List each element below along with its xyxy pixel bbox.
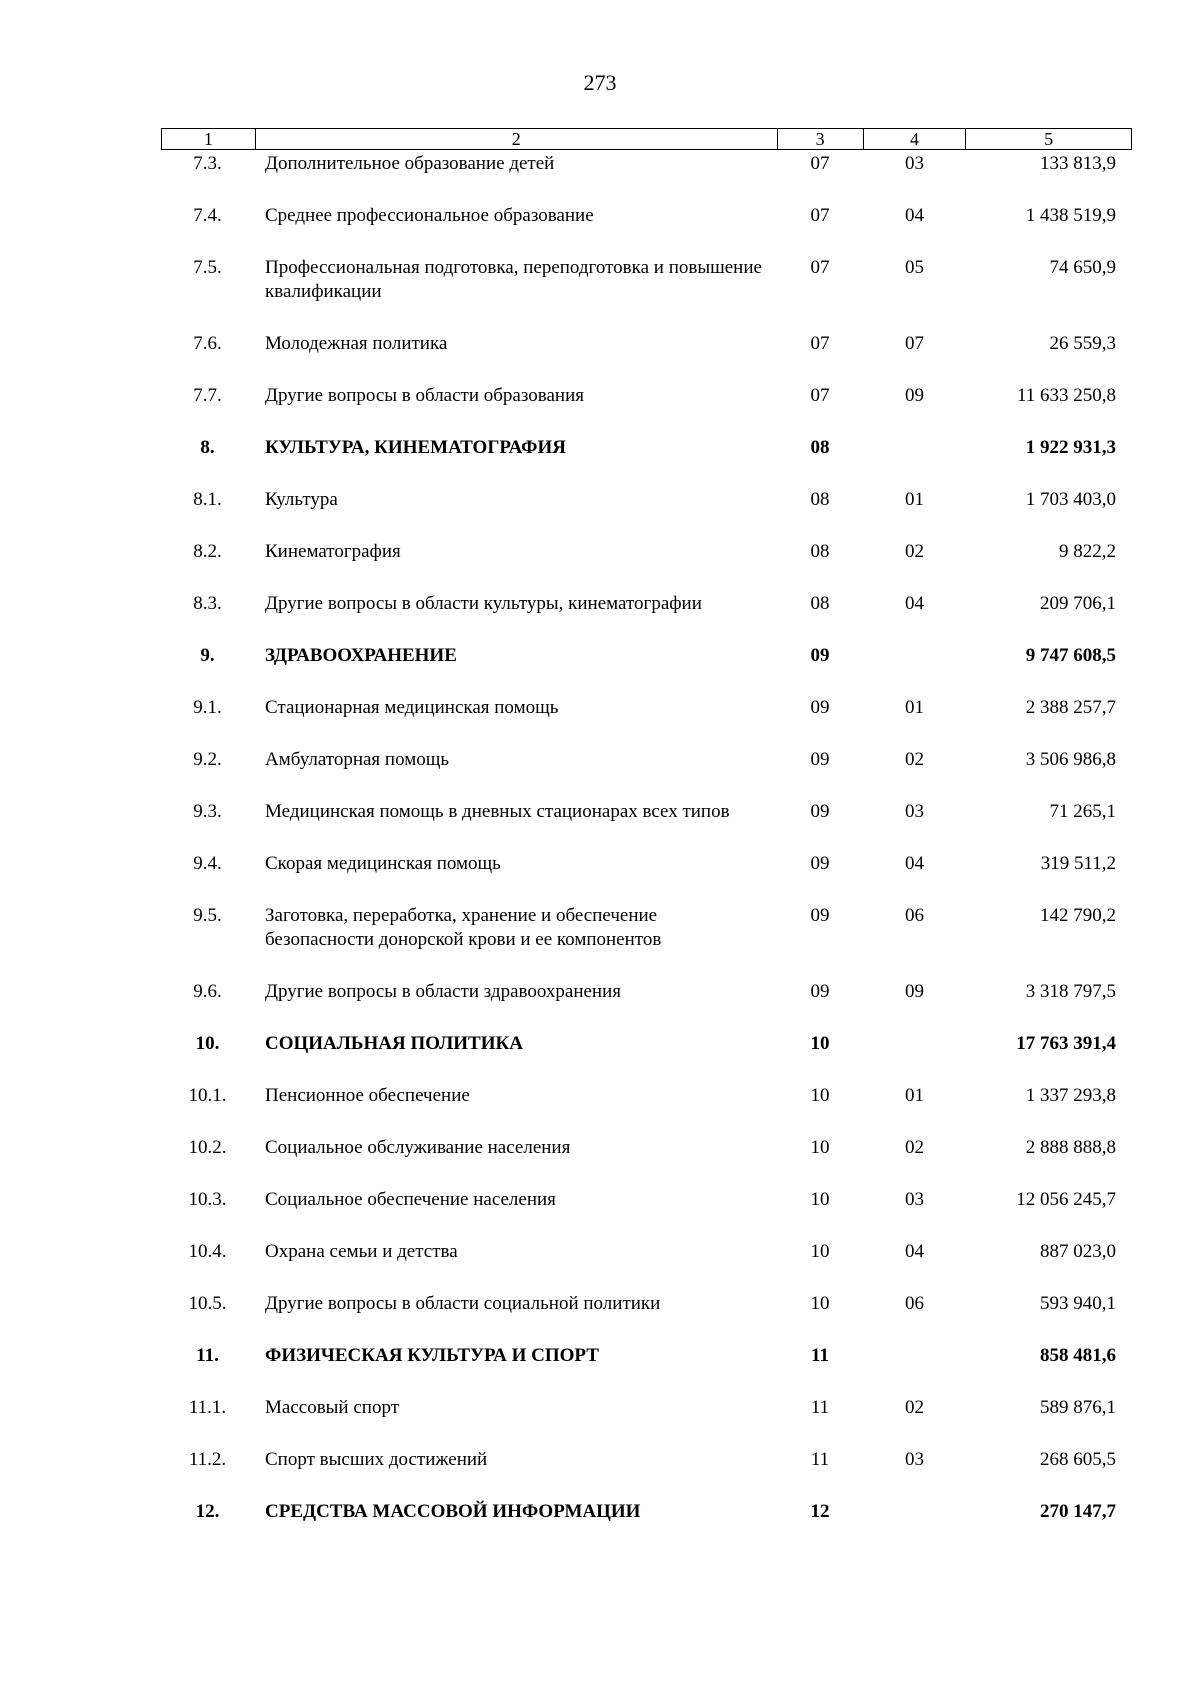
amount-value: 9 822,2 bbox=[1059, 541, 1116, 562]
row-number: 9.4. bbox=[193, 853, 222, 874]
row-number: 11.1. bbox=[188, 1397, 227, 1418]
row-number: 7.5. bbox=[193, 257, 222, 278]
row-number: 11. bbox=[196, 1345, 219, 1366]
row-number: 7.6. bbox=[193, 333, 222, 354]
subsection-code: 03 bbox=[905, 801, 924, 822]
subsection-code: 09 bbox=[905, 981, 924, 1002]
table-row bbox=[161, 696, 1132, 748]
amount-value: 858 481,6 bbox=[1040, 1345, 1116, 1366]
amount-value: 1 438 519,9 bbox=[1025, 205, 1116, 226]
row-name: СОЦИАЛЬНАЯ ПОЛИТИКА bbox=[265, 1033, 523, 1054]
section-code: 10 bbox=[810, 1293, 830, 1314]
table-row bbox=[161, 904, 1132, 980]
amount-value: 1 922 931,3 bbox=[1025, 437, 1116, 458]
row-name: Пенсионное обеспечение bbox=[265, 1085, 470, 1106]
row-name: Культура bbox=[265, 489, 338, 510]
section-row bbox=[161, 1032, 1132, 1084]
subsection-code: 01 bbox=[905, 489, 924, 510]
section-code: 10 bbox=[810, 1241, 830, 1262]
amount-value: 593 940,1 bbox=[1040, 1293, 1116, 1314]
amount-value: 1 703 403,0 bbox=[1025, 489, 1116, 510]
amount-value: 11 633 250,8 bbox=[1016, 385, 1116, 406]
section-code: 11 bbox=[810, 1449, 830, 1470]
section-code: 09 bbox=[810, 905, 830, 926]
section-code: 09 bbox=[810, 801, 830, 822]
section-code: 11 bbox=[811, 1345, 829, 1366]
row-number: 8.1. bbox=[193, 489, 222, 510]
row-name: Охрана семьи и детства bbox=[265, 1241, 458, 1262]
amount-value: 17 763 391,4 bbox=[1016, 1033, 1116, 1054]
subsection-code: 02 bbox=[905, 1397, 924, 1418]
row-name: Медицинская помощь в дневных стационарах всех типов bbox=[265, 801, 730, 822]
subsection-code: 04 bbox=[905, 205, 924, 226]
section-code: 10 bbox=[810, 1033, 830, 1054]
section-code: 09 bbox=[810, 853, 830, 874]
section-code: 08 bbox=[810, 593, 830, 614]
table-row bbox=[161, 152, 1132, 204]
row-number: 7.3. bbox=[193, 153, 222, 174]
section-code: 07 bbox=[810, 385, 830, 406]
amount-value: 268 605,5 bbox=[1040, 1449, 1116, 1470]
amount-value: 270 147,7 bbox=[1040, 1501, 1116, 1522]
table-row bbox=[161, 1084, 1132, 1136]
subsection-code: 02 bbox=[905, 749, 924, 770]
section-code: 11 bbox=[810, 1397, 830, 1418]
section-row bbox=[161, 1344, 1132, 1396]
amount-value: 3 318 797,5 bbox=[1025, 981, 1116, 1002]
table-row bbox=[161, 800, 1132, 852]
amount-value: 887 023,0 bbox=[1040, 1241, 1116, 1262]
section-code: 07 bbox=[810, 205, 830, 226]
table-row bbox=[161, 1292, 1132, 1344]
table-row bbox=[161, 852, 1132, 904]
section-code: 07 bbox=[810, 333, 830, 354]
subsection-code: 07 bbox=[905, 333, 924, 354]
amount-value: 209 706,1 bbox=[1040, 593, 1116, 614]
row-number: 8. bbox=[200, 437, 215, 458]
amount-value: 2 888 888,8 bbox=[1025, 1137, 1116, 1158]
table-row bbox=[161, 204, 1132, 256]
table-row bbox=[161, 488, 1132, 540]
table-row bbox=[161, 592, 1132, 644]
amount-value: 9 747 608,5 bbox=[1025, 645, 1116, 666]
row-number: 10.2. bbox=[188, 1137, 227, 1158]
table-header-row bbox=[161, 128, 1132, 150]
table-row bbox=[161, 1136, 1132, 1188]
table-row bbox=[161, 540, 1132, 592]
table-header-cell: 2 bbox=[255, 129, 777, 149]
amount-value: 319 511,2 bbox=[1040, 853, 1116, 874]
row-number: 8.2. bbox=[193, 541, 222, 562]
row-name: Дополнительное образование детей bbox=[265, 153, 555, 174]
row-number: 10.3. bbox=[188, 1189, 227, 1210]
row-name: ФИЗИЧЕСКАЯ КУЛЬТУРА И СПОРТ bbox=[265, 1345, 599, 1366]
row-name: Скорая медицинская помощь bbox=[265, 853, 501, 874]
table-header-cell: 3 bbox=[777, 129, 863, 149]
subsection-code: 09 bbox=[905, 385, 924, 406]
subsection-code: 06 bbox=[905, 1293, 924, 1314]
row-number: 7.4. bbox=[193, 205, 222, 226]
section-code: 08 bbox=[810, 541, 830, 562]
amount-value: 71 265,1 bbox=[1049, 801, 1116, 822]
subsection-code: 03 bbox=[905, 1449, 924, 1470]
row-number: 9.5. bbox=[193, 905, 222, 926]
amount-value: 74 650,9 bbox=[1049, 257, 1116, 278]
section-row bbox=[161, 1500, 1132, 1552]
row-number: 10.5. bbox=[188, 1293, 227, 1314]
table-row bbox=[161, 384, 1132, 436]
row-name: ЗДРАВООХРАНЕНИЕ bbox=[265, 645, 457, 666]
subsection-code: 06 bbox=[905, 905, 924, 926]
section-code: 09 bbox=[810, 749, 830, 770]
row-name: Социальное обслуживание населения bbox=[265, 1137, 571, 1158]
row-number: 11.2. bbox=[188, 1449, 227, 1470]
subsection-code: 05 bbox=[905, 257, 924, 278]
table-row bbox=[161, 748, 1132, 800]
subsection-code: 04 bbox=[905, 593, 924, 614]
row-number: 12. bbox=[195, 1501, 220, 1522]
row-name: СРЕДСТВА МАССОВОЙ ИНФОРМАЦИИ bbox=[265, 1501, 641, 1522]
table-header-cell: 4 bbox=[863, 129, 966, 149]
row-number: 9.3. bbox=[193, 801, 222, 822]
row-name: Заготовка, переработка, хранение и обеспечение безопасности донорской крови и ее компонентов bbox=[265, 905, 662, 950]
budget-table-body bbox=[161, 152, 1132, 1552]
row-number: 10. bbox=[195, 1033, 220, 1054]
row-number: 10.1. bbox=[188, 1085, 227, 1106]
row-name: Другие вопросы в области здравоохранения bbox=[265, 981, 622, 1002]
row-number: 9. bbox=[200, 645, 215, 666]
table-row bbox=[161, 1188, 1132, 1240]
row-name: Спорт высших достижений bbox=[265, 1449, 488, 1470]
amount-value: 133 813,9 bbox=[1040, 153, 1116, 174]
row-number: 8.3. bbox=[193, 593, 222, 614]
table-header-cell: 5 bbox=[965, 129, 1131, 149]
row-name: Кинематография bbox=[265, 541, 401, 562]
section-code: 10 bbox=[810, 1189, 830, 1210]
subsection-code: 03 bbox=[905, 153, 924, 174]
section-row bbox=[161, 644, 1132, 696]
section-row bbox=[161, 436, 1132, 488]
table-row bbox=[161, 332, 1132, 384]
section-code: 12 bbox=[810, 1501, 830, 1522]
subsection-code: 04 bbox=[905, 1241, 924, 1262]
row-name: Другие вопросы в области социальной политики bbox=[265, 1293, 661, 1314]
row-name: КУЛЬТУРА, КИНЕМАТОГРАФИЯ bbox=[265, 437, 566, 458]
row-name: Профессиональная подготовка, переподготовка и повышение квалификации bbox=[265, 257, 762, 302]
row-name: Другие вопросы в области культуры, кинематографии bbox=[265, 593, 702, 614]
section-code: 09 bbox=[810, 697, 830, 718]
row-number: 9.1. bbox=[193, 697, 222, 718]
row-number: 9.6. bbox=[193, 981, 222, 1002]
subsection-code: 03 bbox=[905, 1189, 924, 1210]
row-name: Молодежная политика bbox=[265, 333, 448, 354]
amount-value: 12 056 245,7 bbox=[1016, 1189, 1116, 1210]
subsection-code: 04 bbox=[905, 853, 924, 874]
row-number: 10.4. bbox=[188, 1241, 227, 1262]
row-name: Стационарная медицинская помощь bbox=[265, 697, 559, 718]
subsection-code: 01 bbox=[905, 1085, 924, 1106]
section-code: 10 bbox=[810, 1085, 830, 1106]
section-code: 09 bbox=[810, 645, 830, 666]
table-row bbox=[161, 980, 1132, 1032]
row-name: Массовый спорт bbox=[265, 1397, 400, 1418]
subsection-code: 02 bbox=[905, 541, 924, 562]
amount-value: 589 876,1 bbox=[1040, 1397, 1116, 1418]
amount-value: 2 388 257,7 bbox=[1025, 697, 1116, 718]
page-number: 273 bbox=[583, 70, 617, 95]
section-code: 09 bbox=[810, 981, 830, 1002]
section-code: 07 bbox=[810, 257, 830, 278]
amount-value: 3 506 986,8 bbox=[1025, 749, 1116, 770]
row-number: 7.7. bbox=[193, 385, 222, 406]
subsection-code: 02 bbox=[905, 1137, 924, 1158]
row-name: Другие вопросы в области образования bbox=[265, 385, 584, 406]
table-row bbox=[161, 1240, 1132, 1292]
row-name: Амбулаторная помощь bbox=[265, 749, 450, 770]
section-code: 07 bbox=[810, 153, 830, 174]
table-header-cell: 1 bbox=[203, 129, 213, 149]
amount-value: 1 337 293,8 bbox=[1025, 1085, 1116, 1106]
row-name: Среднее профессиональное образование bbox=[265, 205, 594, 226]
table-row bbox=[161, 1448, 1132, 1500]
table-row bbox=[161, 256, 1132, 332]
subsection-code: 01 bbox=[905, 697, 924, 718]
row-number: 9.2. bbox=[193, 749, 222, 770]
section-code: 08 bbox=[810, 489, 830, 510]
table-row bbox=[161, 1396, 1132, 1448]
section-code: 10 bbox=[810, 1137, 830, 1158]
amount-value: 142 790,2 bbox=[1040, 905, 1116, 926]
amount-value: 26 559,3 bbox=[1049, 333, 1116, 354]
section-code: 08 bbox=[810, 437, 830, 458]
row-name: Социальное обеспечение населения bbox=[265, 1189, 556, 1210]
